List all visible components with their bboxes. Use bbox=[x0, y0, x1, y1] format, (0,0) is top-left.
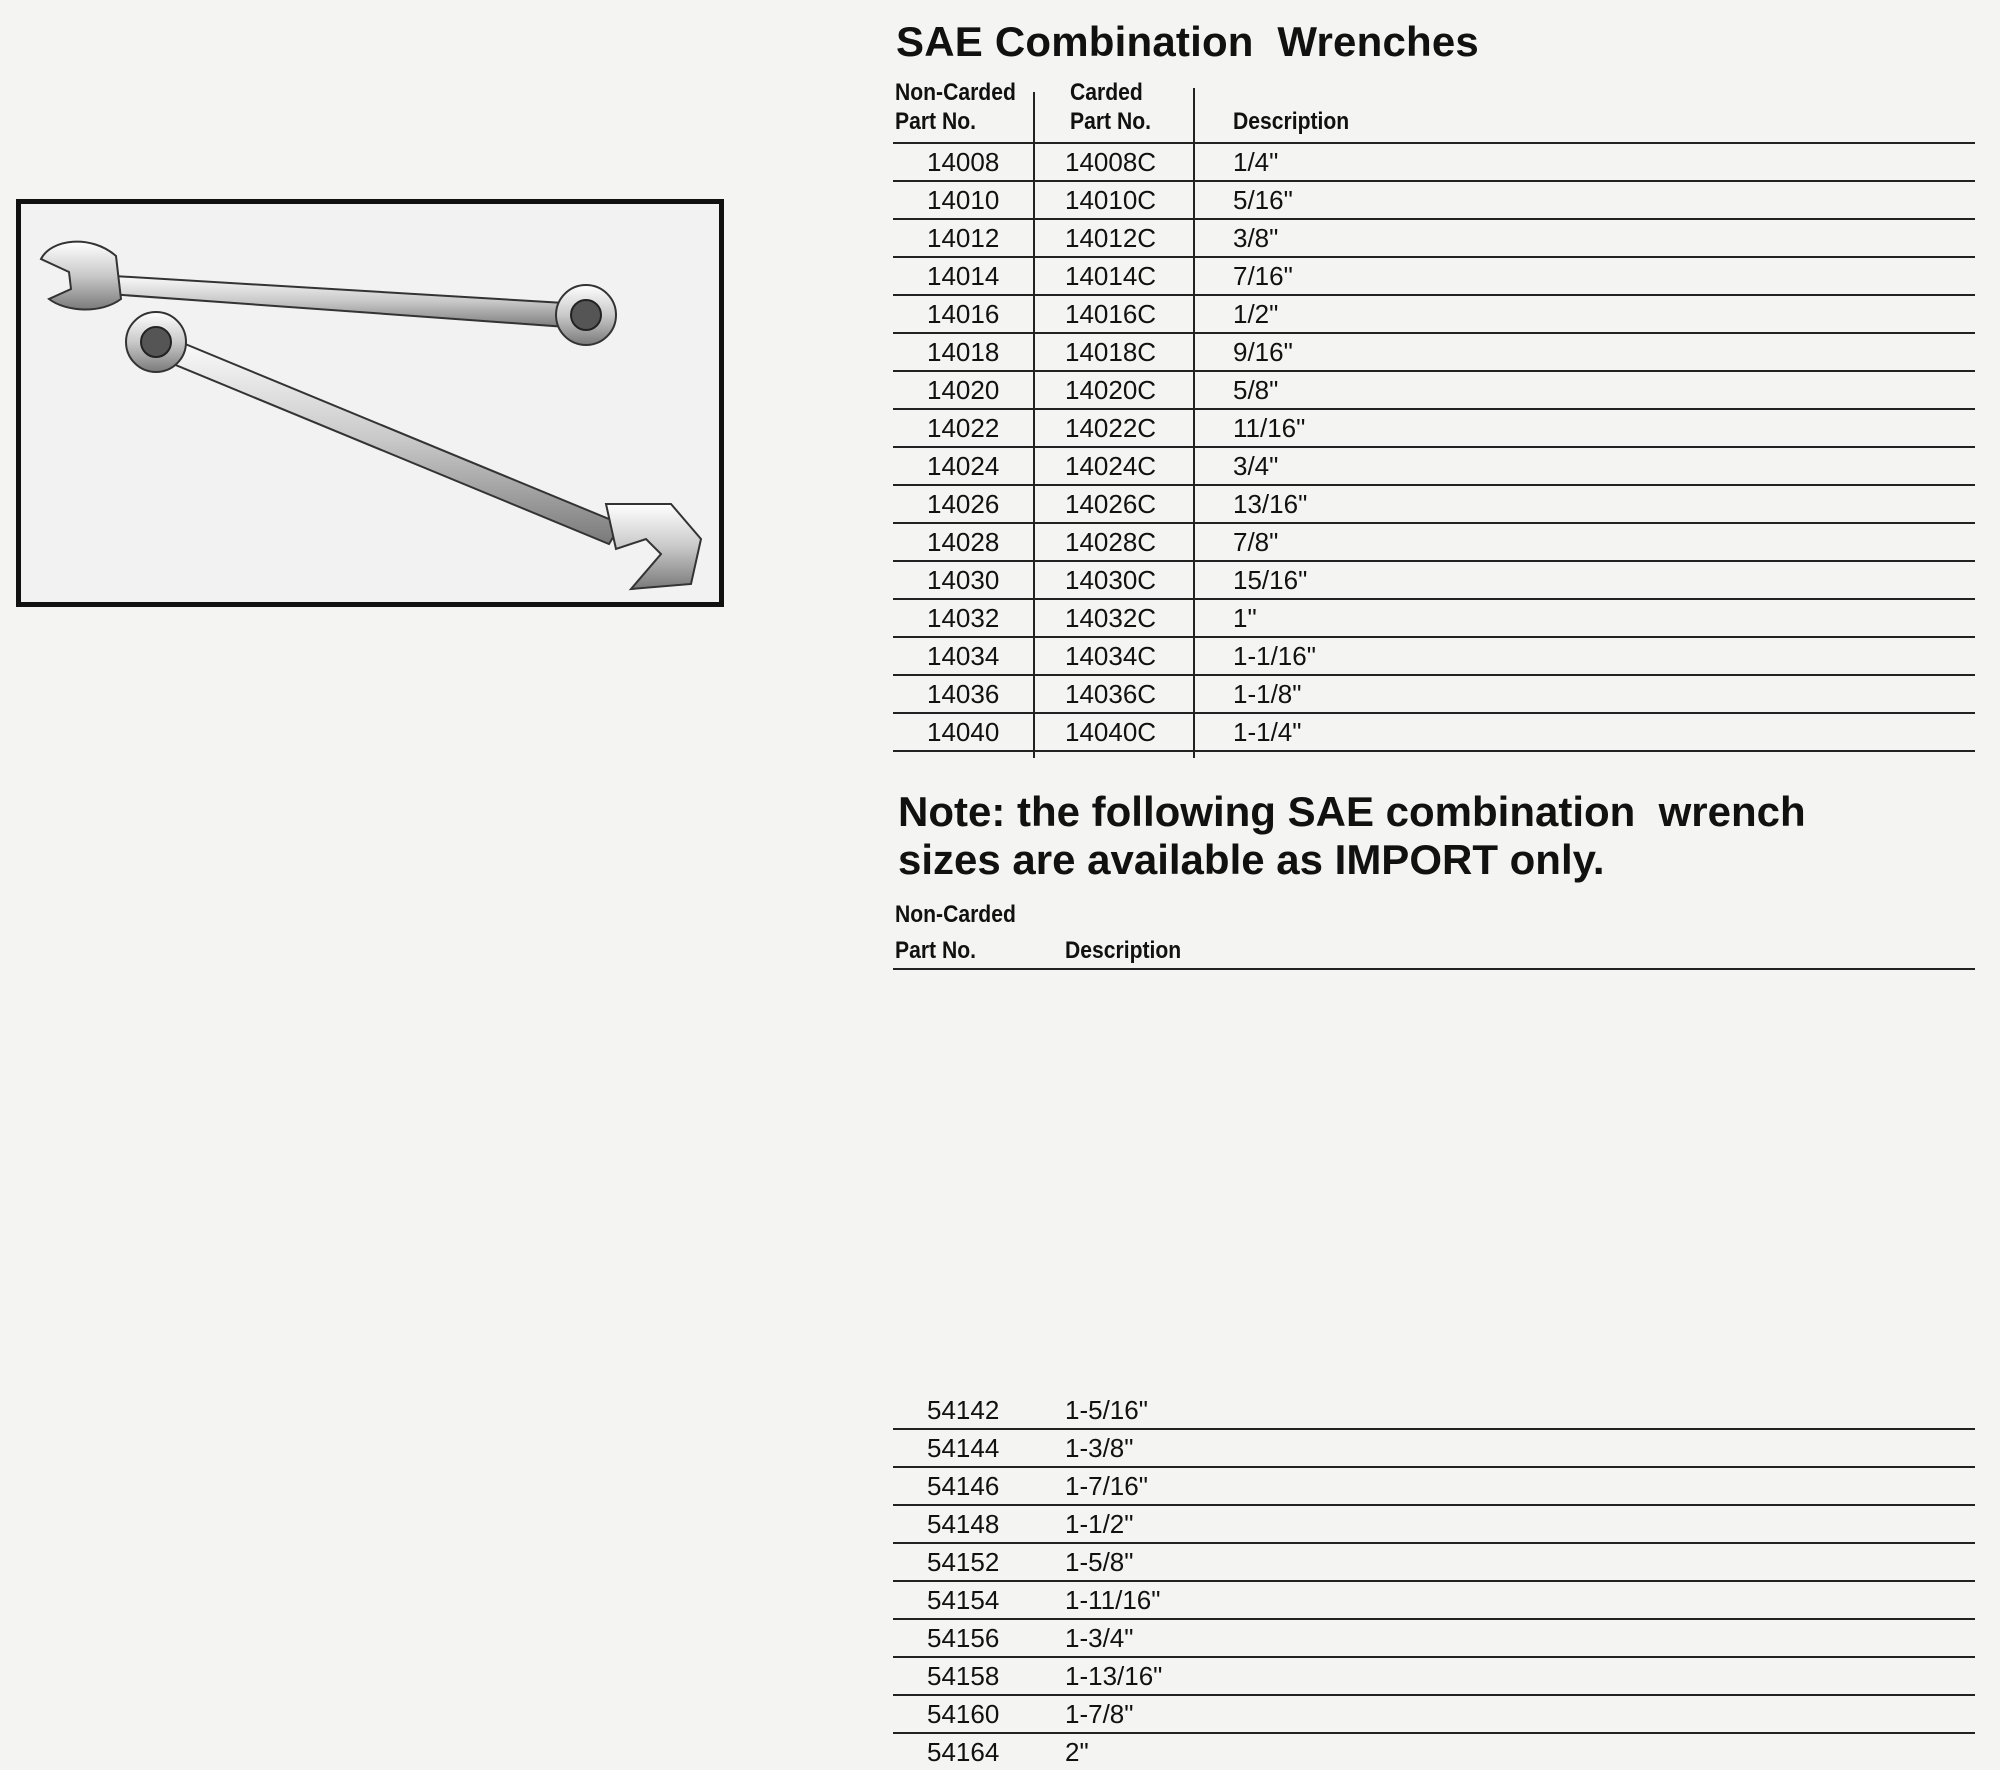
description: 15/16" bbox=[1233, 565, 1308, 595]
table-row bbox=[893, 524, 1975, 562]
wrench-photo bbox=[16, 199, 724, 607]
description: 1-1/2" bbox=[1065, 1509, 1134, 1539]
table-row bbox=[893, 486, 1975, 524]
description: 1-1/8" bbox=[1233, 679, 1302, 709]
non-carded-part-no: 14016 bbox=[927, 299, 1000, 329]
header-description: Description bbox=[1233, 108, 1350, 135]
table-row bbox=[893, 220, 1975, 258]
table-row bbox=[893, 1582, 1975, 1620]
description: 7/8" bbox=[1233, 527, 1279, 557]
non-carded-part-no: 14022 bbox=[927, 413, 1000, 443]
non-carded-part-no: 14010 bbox=[927, 185, 1000, 215]
table-row bbox=[893, 562, 1975, 600]
carded-part-no: 14030C bbox=[1065, 565, 1157, 595]
carded-part-no: 14008C bbox=[1065, 147, 1157, 177]
description: 5/16" bbox=[1233, 185, 1293, 215]
table-row bbox=[893, 1506, 1975, 1544]
non-carded-part-no: 54156 bbox=[927, 1623, 1000, 1653]
description: 1-3/8" bbox=[1065, 1433, 1134, 1463]
non-carded-part-no: 14026 bbox=[927, 489, 1000, 519]
table-row bbox=[893, 714, 1975, 752]
description: 1" bbox=[1233, 603, 1257, 633]
non-carded-part-no: 14018 bbox=[927, 337, 1000, 367]
table-header bbox=[893, 900, 1975, 970]
non-carded-part-no: 54142 bbox=[927, 1395, 1000, 1425]
carded-part-no: 14034C bbox=[1065, 641, 1157, 671]
table-row bbox=[893, 334, 1975, 372]
non-carded-part-no: 54144 bbox=[927, 1433, 1000, 1463]
carded-part-no: 14040C bbox=[1065, 717, 1157, 747]
table-row bbox=[893, 1544, 1975, 1582]
column-divider bbox=[893, 970, 1975, 1392]
non-carded-part-no: 14008 bbox=[927, 147, 1000, 177]
table-header bbox=[893, 78, 1975, 144]
description: 3/8" bbox=[1233, 223, 1279, 253]
non-carded-part-no: 14040 bbox=[927, 717, 1000, 747]
description: 2" bbox=[1065, 1737, 1089, 1767]
header-non-carded-part-no: Non-Carded Part No. bbox=[895, 79, 1016, 135]
import-wrench-table bbox=[893, 900, 1975, 1770]
table-row bbox=[893, 1392, 1975, 1430]
carded-part-no: 14022C bbox=[1065, 413, 1157, 443]
non-carded-part-no: 54152 bbox=[927, 1547, 1000, 1577]
description: 1-3/4" bbox=[1065, 1623, 1134, 1653]
non-carded-part-no: 54154 bbox=[927, 1585, 1000, 1615]
table-row bbox=[893, 600, 1975, 638]
table-row bbox=[893, 1620, 1975, 1658]
description: 7/16" bbox=[1233, 261, 1293, 291]
table-row bbox=[893, 296, 1975, 334]
carded-part-no: 14024C bbox=[1065, 451, 1157, 481]
wrench-illustration bbox=[21, 204, 721, 604]
carded-part-no: 14028C bbox=[1065, 527, 1157, 557]
description: 1-7/8" bbox=[1065, 1699, 1134, 1729]
header-description: Description bbox=[1065, 937, 1182, 964]
table-row bbox=[893, 638, 1975, 676]
carded-part-no: 14026C bbox=[1065, 489, 1157, 519]
description: 11/16" bbox=[1233, 413, 1306, 443]
description: 9/16" bbox=[1233, 337, 1293, 367]
carded-part-no: 14020C bbox=[1065, 375, 1157, 405]
non-carded-part-no: 54146 bbox=[927, 1471, 1000, 1501]
description: 1/4" bbox=[1233, 147, 1279, 177]
carded-part-no: 14018C bbox=[1065, 337, 1157, 367]
non-carded-part-no: 14036 bbox=[927, 679, 1000, 709]
sae-wrench-table bbox=[893, 78, 1975, 752]
carded-part-no: 14012C bbox=[1065, 223, 1157, 253]
table-row bbox=[893, 410, 1975, 448]
non-carded-part-no: 54158 bbox=[927, 1661, 1000, 1691]
import-note: Note: the following SAE combination wrench sizes are available as IMPORT only. bbox=[898, 788, 1806, 883]
description: 1-1/16" bbox=[1233, 641, 1316, 671]
description: 5/8" bbox=[1233, 375, 1279, 405]
description: 1-7/16" bbox=[1065, 1471, 1148, 1501]
description: 3/4" bbox=[1233, 451, 1279, 481]
non-carded-part-no: 54148 bbox=[927, 1509, 1000, 1539]
page-title: SAE Combination Wrenches bbox=[896, 18, 1479, 65]
table-row bbox=[893, 144, 1975, 182]
description: 1-1/4" bbox=[1233, 717, 1302, 747]
table-row bbox=[893, 676, 1975, 714]
table-row bbox=[893, 1696, 1975, 1734]
table-row bbox=[893, 1468, 1975, 1506]
non-carded-part-no: 54164 bbox=[927, 1737, 1000, 1767]
description: 1-5/8" bbox=[1065, 1547, 1134, 1577]
non-carded-part-no: 14020 bbox=[927, 375, 1000, 405]
description: 1-13/16" bbox=[1065, 1661, 1163, 1691]
description: 13/16" bbox=[1233, 489, 1308, 519]
carded-part-no: 14016C bbox=[1065, 299, 1157, 329]
non-carded-part-no: 14030 bbox=[927, 565, 1000, 595]
table-row bbox=[893, 258, 1975, 296]
non-carded-part-no: 14024 bbox=[927, 451, 1000, 481]
table-row bbox=[893, 1658, 1975, 1696]
table-row bbox=[893, 448, 1975, 486]
non-carded-part-no: 54160 bbox=[927, 1699, 1000, 1729]
description: 1-11/16" bbox=[1065, 1585, 1161, 1615]
header-part-no: Part No. bbox=[895, 937, 976, 964]
non-carded-part-no: 14028 bbox=[927, 527, 1000, 557]
carded-part-no: 14036C bbox=[1065, 679, 1157, 709]
carded-part-no: 14010C bbox=[1065, 185, 1157, 215]
header-non-carded: Non-Carded bbox=[895, 901, 1016, 928]
table-row bbox=[893, 1734, 1975, 1770]
header-carded-part-no: Carded Part No. bbox=[1070, 79, 1151, 135]
description: 1-5/16" bbox=[1065, 1395, 1148, 1425]
table-row bbox=[893, 372, 1975, 410]
description: 1/2" bbox=[1233, 299, 1279, 329]
table-row bbox=[893, 1430, 1975, 1468]
carded-part-no: 14032C bbox=[1065, 603, 1157, 633]
non-carded-part-no: 14034 bbox=[927, 641, 1000, 671]
non-carded-part-no: 14012 bbox=[927, 223, 1000, 253]
non-carded-part-no: 14014 bbox=[927, 261, 1000, 291]
non-carded-part-no: 14032 bbox=[927, 603, 1000, 633]
table-row bbox=[893, 182, 1975, 220]
carded-part-no: 14014C bbox=[1065, 261, 1157, 291]
